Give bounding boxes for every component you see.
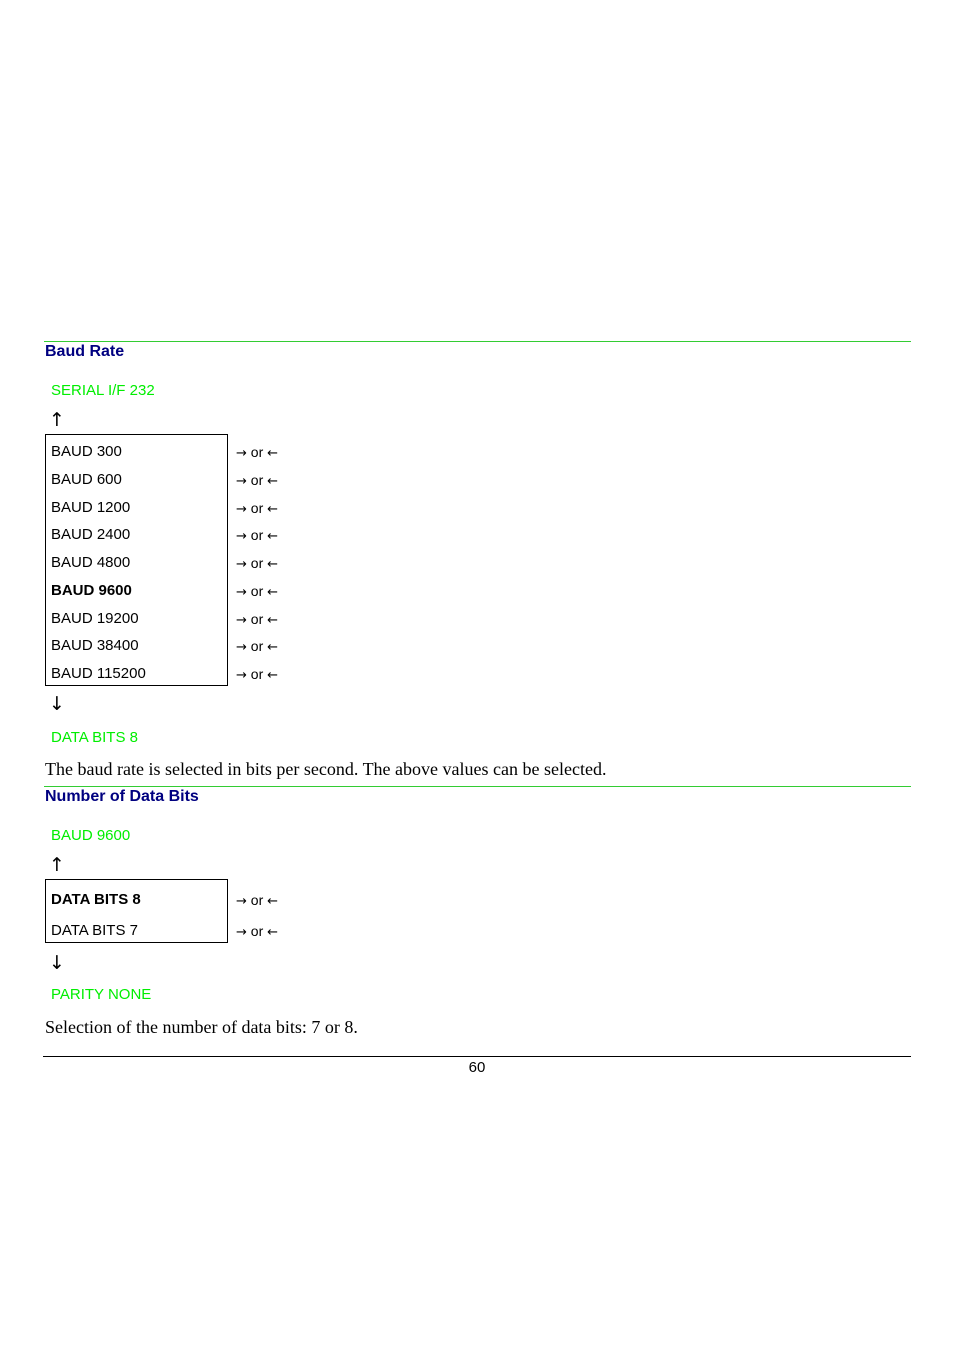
menu-item[interactable]: BAUD 38400 (51, 637, 139, 655)
section-title-data-bits: Number of Data Bits (45, 788, 199, 805)
baud-description: The baud rate is selected in bits per second. The above values can be selected. (45, 759, 607, 779)
right-arrow-icon: → (236, 529, 247, 545)
databits-description: Selection of the number of data bits: 7 or 8. (45, 1017, 358, 1037)
or-text: or (250, 923, 264, 939)
left-arrow-icon: ← (267, 612, 279, 628)
menu-item[interactable]: BAUD 4800 (51, 554, 131, 571)
databits-menu-box (45, 879, 228, 943)
section-divider (44, 786, 911, 787)
navigation-hint (236, 500, 278, 517)
menu-item[interactable]: BAUD 19200 (51, 609, 139, 627)
right-arrow-icon: → (236, 446, 247, 461)
or-text: or (250, 666, 264, 682)
menu-item[interactable]: DATA BITS 7 (51, 922, 138, 939)
right-arrow-icon: → (236, 925, 247, 940)
left-arrow-icon: ← (267, 557, 279, 572)
or-text: or (250, 610, 264, 627)
page-number: 60 (468, 1059, 486, 1076)
left-arrow-icon: ← (267, 446, 279, 461)
left-arrow-icon: ← (267, 640, 279, 656)
navigation-hint (236, 444, 278, 461)
down-arrow-icon: ↓ (49, 693, 65, 715)
navigation-hint (236, 472, 278, 489)
right-arrow-icon: → (236, 557, 247, 572)
menu-item[interactable]: BAUD 9600 (51, 581, 132, 599)
up-arrow-icon: ↑ (49, 854, 65, 876)
menu-item[interactable]: BAUD 300 (51, 443, 122, 460)
right-arrow-icon: → (236, 640, 247, 656)
navigation-hint (236, 923, 278, 940)
right-arrow-icon: → (236, 612, 247, 628)
right-arrow-icon: → (236, 473, 247, 489)
right-arrow-icon: → (236, 894, 247, 909)
or-text: or (250, 499, 264, 516)
navigation-hint (236, 583, 278, 600)
navigation-hint (236, 892, 278, 909)
or-text: or (250, 892, 264, 908)
menu-item[interactable]: BAUD 2400 (51, 526, 131, 544)
previous-menu-label: SERIAL I/F 232 (51, 382, 155, 399)
down-arrow-icon: ↓ (49, 952, 65, 974)
next-menu-label: PARITY NONE (51, 986, 152, 1003)
right-arrow-icon: → (236, 501, 247, 517)
or-text: or (250, 555, 264, 571)
up-arrow-icon: ↑ (49, 409, 65, 431)
previous-menu-label: BAUD 9600 (51, 827, 131, 844)
left-arrow-icon: ← (267, 584, 279, 600)
left-arrow-icon: ← (267, 894, 279, 909)
navigation-hint (236, 611, 278, 628)
or-text: or (250, 471, 264, 488)
menu-item[interactable]: DATA BITS 8 (51, 891, 141, 908)
menu-item[interactable]: BAUD 115200 (51, 665, 146, 682)
left-arrow-icon: ← (267, 925, 279, 940)
next-menu-label: DATA BITS 8 (51, 729, 138, 746)
or-text: or (250, 527, 264, 544)
section-title-baud-rate: Baud Rate (45, 343, 125, 360)
menu-item[interactable]: BAUD 1200 (51, 498, 131, 516)
right-arrow-icon: → (236, 668, 247, 683)
left-arrow-icon: ← (267, 529, 279, 545)
baud-menu-box (45, 434, 228, 686)
navigation-hint (236, 527, 278, 544)
or-text: or (250, 638, 264, 655)
left-arrow-icon: ← (267, 501, 279, 517)
section-divider (44, 341, 911, 342)
left-arrow-icon: ← (267, 668, 279, 683)
right-arrow-icon: → (236, 584, 247, 600)
navigation-hint (236, 666, 278, 683)
left-arrow-icon: ← (267, 473, 279, 489)
navigation-hint (236, 555, 278, 572)
or-text: or (250, 582, 264, 599)
navigation-hint (236, 638, 278, 655)
or-text: or (250, 444, 264, 460)
menu-item[interactable]: BAUD 600 (51, 470, 122, 488)
footer-divider (43, 1056, 911, 1057)
